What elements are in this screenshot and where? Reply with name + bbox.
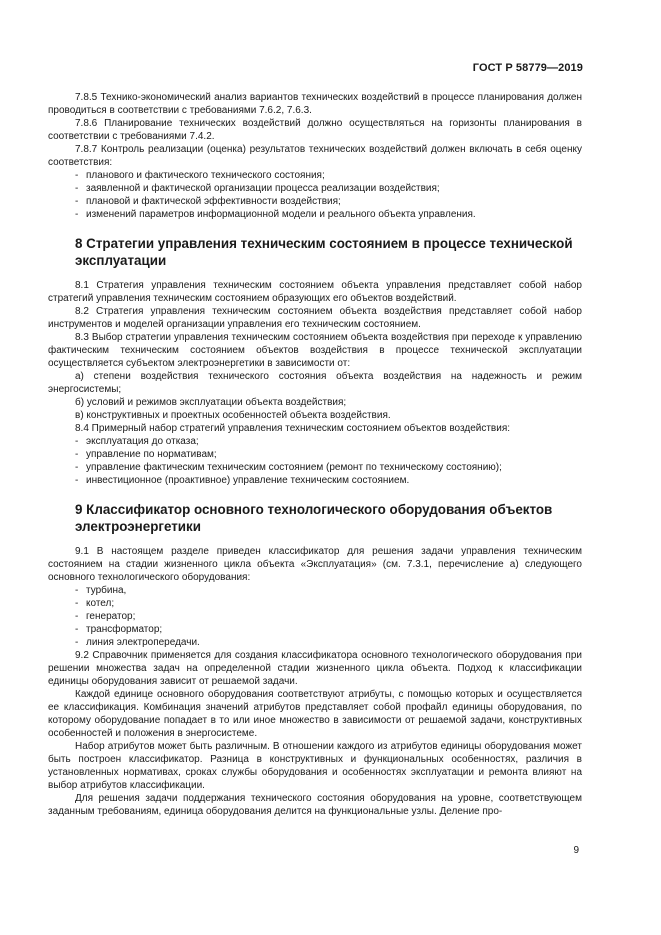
list-item <box>48 610 582 623</box>
paragraph-9-1: 9.1 В настоящем разделе приведен классификатор для решения задачи управления техническим состоянием на стадии жизненного цикла объекта «Эксплуатация» (см. 7.3.1, перечисление а) следующего основного технологического оборудования: <box>48 546 582 583</box>
list-item <box>48 474 582 487</box>
document-id-header: ГОСТ Р 58779—2019 <box>472 62 583 74</box>
list-dash: - <box>75 637 79 648</box>
list-dash: - <box>75 624 79 635</box>
paragraph-8-1: 8.1 Стратегия управления техническим состоянием объекта управления представляет собой набор стратегий управления техническим состоянием образующих его объектов воздействий. <box>48 280 582 304</box>
section-9-title-line2: электроэнергетики <box>75 519 201 534</box>
list-item-text: генератор; <box>86 611 136 622</box>
list-item <box>48 623 582 636</box>
list-item-text: эксплуатация до отказа; <box>86 436 199 447</box>
paragraph-8-4: 8.4 Примерный набор стратегий управления техническим состоянием объектов воздействия: <box>75 423 511 434</box>
list-item-text: инвестиционное (проактивное) управление техническим состоянием. <box>86 475 410 486</box>
list-dash: - <box>75 170 79 181</box>
list-item-text: управление по нормативам; <box>86 449 217 460</box>
list-item-text: трансформатор; <box>86 624 163 635</box>
paragraph-attribute-set: Набор атрибутов может быть различным. В отношении каждого из атрибутов единицы оборудования может быть построен классификатор. Разница в конструктивных и функциональных особенностях, различия в установленных нормативах, сроках службы оборудования и особенностях эксплуатации и ремонта влияют на выбор атрибутов классификации. <box>48 741 582 791</box>
list-item-text: управление фактическим техническим состоянием (ремонт по техническому состоянию); <box>86 462 502 473</box>
list-item <box>48 195 582 208</box>
list-dash: - <box>75 585 79 596</box>
paragraph-7-8-6: 7.8.6 Планирование технических воздействий должно осуществляться на горизонты планирования в соответствии с требованиями 7.4.2. <box>48 118 582 142</box>
list-item-text: турбина, <box>86 585 127 596</box>
list-item <box>48 584 582 597</box>
paragraph-attributes: Каждой единице основного оборудования соответствуют атрибуты, с помощью которых и осуществляется ее классификация. Комбинация значений атрибутов представляет собой профайл единицы оборудования, по которому оборудование попадает в то или иное множество в зависимости от решаемой задачи, конструктивных особенностей и положения в энергосистеме. <box>48 689 582 739</box>
paragraph-8-3-a: а) степени воздействия технического состояния объекта воздействия на надежность и режим энергосистемы; <box>48 371 582 395</box>
paragraph-functional-units: Для решения задачи поддержания технического состояния оборудования на уровне, соответствующем заданным требованиям, единица оборудования делится на функциональные узлы. Деление про- <box>48 793 582 817</box>
section-8-heading <box>48 235 582 269</box>
list-dash: - <box>75 436 79 447</box>
list-item <box>48 636 582 649</box>
list-item <box>48 435 582 448</box>
paragraph-8-3-b: б) условий и режимов эксплуатации объекта воздействия; <box>75 397 347 408</box>
list-item <box>48 169 582 182</box>
list-item <box>48 208 582 221</box>
list-dash: - <box>75 209 79 220</box>
section-9-heading <box>48 501 582 535</box>
section-8-title-line2: эксплуатации <box>75 253 167 268</box>
paragraph-9-2: 9.2 Справочник применяется для создания классификатора основного технологического оборудования при решении множества задач на определенной стадии жизненного цикла объекта. Подход к классификации единицы оборудования зависит от решаемой задачи. <box>48 650 582 687</box>
list-item-text: изменений параметров информационной модели и реального объекта управления. <box>86 209 476 220</box>
paragraph-8-3: 8.3 Выбор стратегии управления техническим состоянием объекта воздействия при переходе к управлению фактическим техническим состоянием объектов воздействия в процессе технической эксплуатации осуществляется субъектом электроэнергетики в зависимости от: <box>48 332 582 369</box>
list-item-text: котел; <box>86 598 115 609</box>
list-dash: - <box>75 475 79 486</box>
paragraph-8-2: 8.2 Стратегия управления техническим состоянием объекта воздействия представляет собой набор инструментов и моделей организации управления его техническим состоянием. <box>48 306 582 330</box>
paragraph-7-8-5: 7.8.5 Технико-экономический анализ вариантов технических воздействий в процессе планирования должен проводиться в соответствии с требованиями 7.6.2, 7.6.3. <box>48 92 582 116</box>
list-item-text: планового и фактического технического состояния; <box>86 170 325 181</box>
paragraph-8-3-v: в) конструктивных и проектных особенностей объекта воздействия. <box>75 410 391 421</box>
list-item-text: линия электропередачи. <box>86 637 200 648</box>
list-item <box>48 461 582 474</box>
list-item <box>48 448 582 461</box>
list-item-text: плановой и фактической эффективности воздействия; <box>86 196 341 207</box>
list-dash: - <box>75 196 79 207</box>
list-item-text: заявленной и фактической организации процесса реализации воздействия; <box>86 183 440 194</box>
list-dash: - <box>75 611 79 622</box>
list-item <box>48 182 582 195</box>
document-body <box>48 91 582 818</box>
list-dash: - <box>75 462 79 473</box>
section-9-title-line1: 9 Классификатор основного технологического оборудования объектов <box>75 502 553 517</box>
section-8-title-line1: 8 Стратегии управления техническим состоянием в процессе технической <box>75 236 573 251</box>
page-number: 9 <box>573 845 579 856</box>
list-item <box>48 597 582 610</box>
list-dash: - <box>75 449 79 460</box>
list-dash: - <box>75 598 79 609</box>
list-dash: - <box>75 183 79 194</box>
paragraph-7-8-7: 7.8.7 Контроль реализации (оценка) результатов технических воздействий должен включать в себя оценку соответствия: <box>48 144 582 168</box>
